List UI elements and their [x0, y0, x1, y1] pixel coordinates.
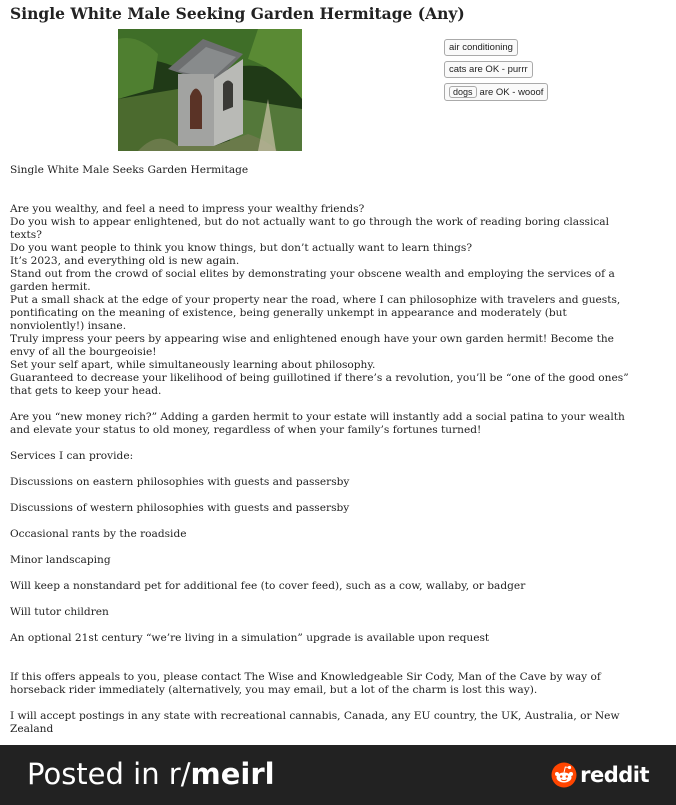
attr-cats: cats are OK - purrr: [444, 61, 533, 78]
body-line: Do you want people to think you know things, but don’t actually want to learn things?: [10, 242, 473, 254]
body-line: Set your self apart, while simultaneously learning about philosophy.: [10, 359, 376, 371]
service-item: An optional 21st century “we’re living in a simulation” upgrade is available upon request: [10, 632, 490, 644]
service-item: Minor landscaping: [10, 554, 111, 566]
body-line: It’s 2023, and everything old is new again.: [10, 255, 240, 267]
reddit-footer-bar: [0, 745, 676, 805]
service-item: Will keep a nonstandard pet for additional fee (to cover feed), such as a cow, wallaby, or badger: [10, 580, 526, 592]
posted-prefix: Posted in r/: [27, 757, 191, 791]
locations-line: I will accept postings in any state with recreational cannabis, Canada, any EU country, the UK, Australia, or New Zealand: [10, 710, 620, 735]
body-line: Put a small shack at the edge of your property near the road, where I can philosophize with travelers and guests, pontificating on the meaning of existence, being generally unkempt in appearance and moderately (but nonviolently!) insane.: [10, 294, 621, 332]
attr-dogs-tag: dogs: [449, 86, 477, 98]
reddit-wordmark: reddit: [580, 763, 649, 787]
post-body: [10, 164, 635, 736]
listing-header: [10, 29, 635, 151]
listing-photo[interactable]: [118, 29, 302, 151]
reddit-brand: [551, 762, 649, 788]
posted-in-label: [27, 757, 275, 791]
listing-post: [10, 0, 635, 736]
post-title: Single White Male Seeking Garden Hermitage (Any): [10, 4, 465, 23]
body-line: Are you “new money rich?” Adding a garden hermit to your estate will instantly add a social patina to your wealth and elevate your status to old money, regardless of when your family’s fortunes turned!: [10, 411, 625, 436]
service-item: Will tutor children: [10, 606, 109, 618]
reddit-snoo-icon: [551, 762, 577, 788]
body-heading: Single White Male Seeks Garden Hermitage: [10, 164, 249, 176]
body-line: Are you wealthy, and feel a need to impress your wealthy friends?: [10, 203, 365, 215]
service-item: Occasional rants by the roadside: [10, 528, 187, 540]
body-line: Truly impress your peers by appearing wise and enlightened enough have your own garden hermit! Become the envy of all the bourgeoisie!: [10, 333, 614, 358]
hermitage-shed-image: [118, 29, 302, 151]
body-line: Stand out from the crowd of social elites by demonstrating your obscene wealth and employing the services of a garden hermit.: [10, 268, 615, 293]
attr-dogs: [444, 83, 548, 101]
attr-air-conditioning: air conditioning: [444, 39, 518, 56]
subreddit-name[interactable]: meirl: [190, 757, 275, 791]
contact-line: If this offers appeals to you, please contact The Wise and Knowledgeable Sir Cody, Man of the Cave by way of horseback rider immediately (alternatively, you may email, but a lot of the charm is lost this way).: [10, 671, 601, 696]
attr-dogs-text: are OK - wooof: [479, 87, 544, 98]
body-line: Do you wish to appear enlightened, but do not actually want to go through the work of reading boring classical texts?: [10, 216, 610, 241]
body-line: Guaranteed to decrease your likelihood of being guillotined if there’s a revolution, you’ll be “one of the good ones” that gets to keep your head.: [10, 372, 629, 397]
attribute-group: [444, 39, 548, 106]
services-heading: Services I can provide:: [10, 450, 134, 462]
service-item: Discussions on eastern philosophies with guests and passersby: [10, 476, 350, 488]
service-item: Discussions of western philosophies with guests and passersby: [10, 502, 350, 514]
